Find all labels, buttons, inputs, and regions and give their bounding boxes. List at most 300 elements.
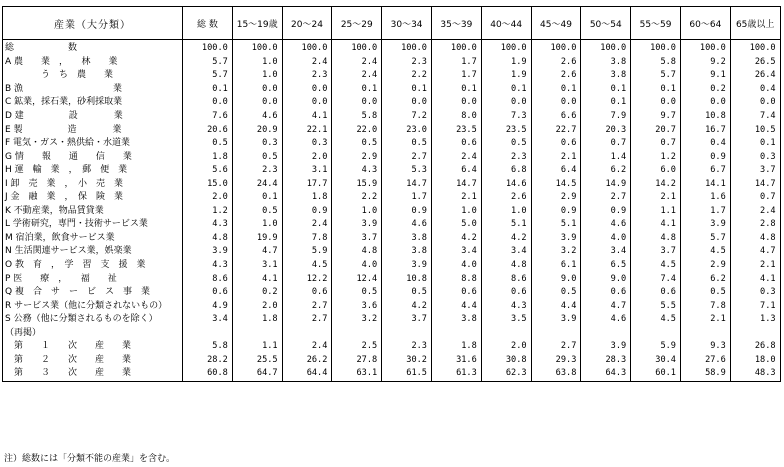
table-cell <box>332 326 382 340</box>
table-cell: 100.0 <box>232 40 282 56</box>
table-cell: 0.6 <box>481 286 531 300</box>
table-cell: 4.8 <box>730 232 780 246</box>
table-cell: 2.3 <box>382 56 432 70</box>
table-cell: 0.0 <box>631 96 681 110</box>
table-cell: 8.8 <box>431 272 481 286</box>
table-cell: 2.3 <box>382 340 432 354</box>
header-col-15-19: 15〜19歳 <box>232 7 282 40</box>
table-cell: 0.1 <box>431 83 481 97</box>
table-cell: 100.0 <box>332 40 382 56</box>
table-cell: 3.7 <box>382 313 432 327</box>
table-cell: 10.8 <box>382 272 432 286</box>
table-cell: 14.7 <box>431 177 481 191</box>
table-cell: 0.7 <box>631 137 681 151</box>
table-cell: 4.2 <box>481 232 531 246</box>
table-cell: 0.9 <box>531 205 581 219</box>
table-cell: 0.6 <box>631 286 681 300</box>
table-cell: 64.3 <box>581 367 631 381</box>
row-industry-name: O 教 育 ， 学 習 支 援 業 <box>3 259 183 273</box>
table-cell: 0.0 <box>680 96 730 110</box>
table-cell <box>232 326 282 340</box>
table-cell: 14.5 <box>531 177 581 191</box>
industry-age-table <box>2 6 781 382</box>
row-industry-name: C 鉱業，採石業，砂利採取業 <box>3 96 183 110</box>
table-cell: 4.3 <box>332 164 382 178</box>
table-cell: 100.0 <box>431 40 481 56</box>
table-cell: 1.0 <box>332 205 382 219</box>
table-cell: 1.7 <box>382 191 432 205</box>
table-cell: 24.4 <box>232 177 282 191</box>
table-cell: 0.6 <box>183 286 233 300</box>
table-cell <box>431 326 481 340</box>
header-row <box>3 7 781 40</box>
table-cell: 5.8 <box>631 56 681 70</box>
header-col-60-64: 60〜64 <box>680 7 730 40</box>
table-cell: 4.3 <box>183 218 233 232</box>
table-cell: 2.0 <box>232 299 282 313</box>
table-cell <box>531 326 581 340</box>
table-cell: 12.2 <box>282 272 332 286</box>
table-cell: 5.1 <box>481 218 531 232</box>
table-cell: 100.0 <box>183 40 233 56</box>
table-cell: 4.8 <box>183 232 233 246</box>
row-industry-name: J 金 融 業 ， 保 険 業 <box>3 191 183 205</box>
table-cell: 0.2 <box>680 83 730 97</box>
table-cell: 2.7 <box>282 313 332 327</box>
table-cell: 17.7 <box>282 177 332 191</box>
table-cell: 0.0 <box>232 83 282 97</box>
table-cell: 2.2 <box>332 191 382 205</box>
table-cell: 14.7 <box>382 177 432 191</box>
table-cell: 4.7 <box>730 245 780 259</box>
table-cell: 0.6 <box>431 137 481 151</box>
table-cell: 7.3 <box>481 110 531 124</box>
table-cell: 0.0 <box>332 96 382 110</box>
table-cell: 4.7 <box>232 245 282 259</box>
table-cell: 9.3 <box>680 340 730 354</box>
table-cell: 0.1 <box>183 83 233 97</box>
table-cell: 5.8 <box>332 110 382 124</box>
table-cell: 63.1 <box>332 367 382 381</box>
table-cell: 0.0 <box>382 96 432 110</box>
table-cell <box>581 326 631 340</box>
table-cell: 22.0 <box>332 123 382 137</box>
table-cell: 16.7 <box>680 123 730 137</box>
table-cell: 100.0 <box>531 40 581 56</box>
table-cell: 6.0 <box>631 164 681 178</box>
table-cell: 0.3 <box>730 150 780 164</box>
table-cell: 3.9 <box>531 232 581 246</box>
header-col-40-44: 40〜44 <box>481 7 531 40</box>
table-cell: 7.4 <box>631 272 681 286</box>
table-cell: 3.1 <box>282 164 332 178</box>
table-cell: 27.8 <box>332 354 382 368</box>
table-body <box>3 40 781 382</box>
table-row <box>3 191 781 205</box>
table-cell: 23.5 <box>481 123 531 137</box>
table-cell: 1.0 <box>232 56 282 70</box>
table-cell: 14.2 <box>631 177 681 191</box>
table-cell: 25.5 <box>232 354 282 368</box>
table-cell: 5.7 <box>183 69 233 83</box>
table-cell: 3.2 <box>332 313 382 327</box>
table-cell: 2.9 <box>680 259 730 273</box>
table-cell: 1.0 <box>431 205 481 219</box>
table-cell: 5.3 <box>382 164 432 178</box>
header-col-65-plus: 65歳以上 <box>730 7 780 40</box>
table-cell: 2.7 <box>282 299 332 313</box>
table-cell: 3.8 <box>431 313 481 327</box>
table-cell: 4.6 <box>232 110 282 124</box>
footnote: 注）総数には「分類不能の産業」を含む。 <box>4 454 176 464</box>
table-row <box>3 110 781 124</box>
table-cell: 14.9 <box>581 177 631 191</box>
table-cell: 6.1 <box>531 259 581 273</box>
table-cell: 4.4 <box>531 299 581 313</box>
table-cell: 2.9 <box>332 150 382 164</box>
table-cell: 2.2 <box>382 69 432 83</box>
table-cell: 23.5 <box>431 123 481 137</box>
table-cell: 15.9 <box>332 177 382 191</box>
header-col-25-29: 25〜29 <box>332 7 382 40</box>
table-cell: 0.7 <box>581 137 631 151</box>
table-cell: 9.0 <box>581 272 631 286</box>
table-cell: 1.0 <box>232 218 282 232</box>
table-cell: 2.4 <box>431 150 481 164</box>
table-cell: 0.6 <box>431 286 481 300</box>
table-row <box>3 83 781 97</box>
table-cell: 6.2 <box>680 272 730 286</box>
table-cell: 0.4 <box>680 137 730 151</box>
table-cell: 0.5 <box>183 137 233 151</box>
table-cell: 5.9 <box>631 340 681 354</box>
row-industry-name: （再掲） <box>3 326 183 340</box>
table-row <box>3 123 781 137</box>
table-cell: 3.9 <box>680 218 730 232</box>
table-cell: 5.9 <box>282 245 332 259</box>
table-cell: 1.3 <box>730 313 780 327</box>
table-cell: 5.1 <box>531 218 581 232</box>
table-cell: 2.0 <box>481 340 531 354</box>
header-col-55-59: 55〜59 <box>631 7 681 40</box>
table-cell: 2.1 <box>631 191 681 205</box>
table-cell: 3.7 <box>332 232 382 246</box>
table-row <box>3 272 781 286</box>
table-cell: 1.6 <box>680 191 730 205</box>
table-cell: 0.5 <box>382 137 432 151</box>
table-cell: 3.8 <box>382 232 432 246</box>
table-cell: 30.4 <box>631 354 681 368</box>
table-cell: 48.3 <box>730 367 780 381</box>
table-cell: 100.0 <box>730 40 780 56</box>
table-row <box>3 367 781 381</box>
table-cell: 0.7 <box>730 191 780 205</box>
table-cell: 3.4 <box>581 245 631 259</box>
table-cell: 0.1 <box>730 137 780 151</box>
row-industry-name: 第 ３ 次 産 業 <box>3 367 183 381</box>
table-row <box>3 96 781 110</box>
table-cell: 20.9 <box>232 123 282 137</box>
table-cell: 7.8 <box>680 299 730 313</box>
row-industry-name: E 製 造 業 <box>3 123 183 137</box>
table-cell: 7.9 <box>581 110 631 124</box>
header-col-total: 総 数 <box>183 7 233 40</box>
table-cell: 20.3 <box>581 123 631 137</box>
table-cell: 0.0 <box>431 96 481 110</box>
table-cell: 2.0 <box>282 150 332 164</box>
table-cell: 4.3 <box>481 299 531 313</box>
table-cell: 7.6 <box>183 110 233 124</box>
table-cell: 2.7 <box>531 340 581 354</box>
table-cell: 30.8 <box>481 354 531 368</box>
table-cell: 60.1 <box>631 367 681 381</box>
header-industry-label: 産業（大分類） <box>3 7 183 40</box>
header-col-45-49: 45〜49 <box>531 7 581 40</box>
table-cell: 4.8 <box>631 232 681 246</box>
table-cell: 5.7 <box>680 232 730 246</box>
table-cell: 2.1 <box>531 150 581 164</box>
table-cell: 5.7 <box>631 69 681 83</box>
table-cell: 28.3 <box>581 354 631 368</box>
row-industry-name: L 学術研究，専門・技術サービス業 <box>3 218 183 232</box>
table-cell: 1.7 <box>431 69 481 83</box>
table-cell: 2.7 <box>581 191 631 205</box>
table-cell: 4.1 <box>282 110 332 124</box>
table-cell: 6.5 <box>581 259 631 273</box>
table-cell: 14.7 <box>730 177 780 191</box>
table-cell: 4.5 <box>631 313 681 327</box>
row-industry-name: 第 ２ 次 産 業 <box>3 354 183 368</box>
table-cell: 100.0 <box>481 40 531 56</box>
table-cell: 14.6 <box>481 177 531 191</box>
table-cell: 4.7 <box>581 299 631 313</box>
table-cell: 6.2 <box>581 164 631 178</box>
table-cell <box>282 326 332 340</box>
table-cell: 2.3 <box>481 150 531 164</box>
table-cell: 3.9 <box>183 245 233 259</box>
table-cell: 2.3 <box>282 69 332 83</box>
table-row <box>3 164 781 178</box>
table-cell: 3.9 <box>332 218 382 232</box>
table-cell: 1.4 <box>581 150 631 164</box>
table-cell: 9.2 <box>680 56 730 70</box>
table-cell: 0.3 <box>232 137 282 151</box>
table-cell: 3.9 <box>581 340 631 354</box>
table-cell: 3.4 <box>183 313 233 327</box>
table-cell: 0.5 <box>680 286 730 300</box>
table-cell: 0.1 <box>481 83 531 97</box>
table-cell: 1.2 <box>183 205 233 219</box>
table-cell: 4.6 <box>382 218 432 232</box>
table-cell: 1.2 <box>631 150 681 164</box>
table-cell: 2.4 <box>282 340 332 354</box>
row-industry-name: R サービス業（他に分類されないもの） <box>3 299 183 313</box>
table-cell: 3.8 <box>581 56 631 70</box>
table-cell: 1.9 <box>481 56 531 70</box>
table-cell: 4.5 <box>282 259 332 273</box>
table-cell: 1.8 <box>183 150 233 164</box>
table-cell: 2.8 <box>730 218 780 232</box>
table-cell: 8.6 <box>481 272 531 286</box>
table-row <box>3 326 781 340</box>
table-cell: 0.0 <box>183 96 233 110</box>
table-cell: 19.9 <box>232 232 282 246</box>
table-cell: 9.1 <box>680 69 730 83</box>
table-cell: 100.0 <box>680 40 730 56</box>
table-cell: 20.6 <box>183 123 233 137</box>
table-cell: 6.6 <box>531 110 581 124</box>
table-cell: 5.7 <box>183 56 233 70</box>
table-cell: 0.0 <box>232 96 282 110</box>
table-cell: 28.2 <box>183 354 233 368</box>
table-row <box>3 340 781 354</box>
table-cell: 27.6 <box>680 354 730 368</box>
table-row <box>3 286 781 300</box>
header-col-20-24: 20〜24 <box>282 7 332 40</box>
table-cell: 2.4 <box>282 218 332 232</box>
table-cell: 64.7 <box>232 367 282 381</box>
row-industry-name: B 漁 業 <box>3 83 183 97</box>
table-cell: 0.5 <box>232 150 282 164</box>
table-cell: 0.0 <box>282 96 332 110</box>
table-cell: 15.0 <box>183 177 233 191</box>
table-cell: 23.0 <box>382 123 432 137</box>
row-industry-name: G 情 報 通 信 業 <box>3 150 183 164</box>
table-cell: 100.0 <box>631 40 681 56</box>
table-cell: 62.3 <box>481 367 531 381</box>
table-cell: 4.0 <box>581 232 631 246</box>
table-cell: 2.5 <box>332 340 382 354</box>
table-cell: 0.6 <box>581 286 631 300</box>
table-row <box>3 205 781 219</box>
table-row <box>3 354 781 368</box>
table-cell: 6.4 <box>431 164 481 178</box>
table-cell: 2.4 <box>282 56 332 70</box>
table-cell: 9.7 <box>631 110 681 124</box>
row-industry-name: P 医 療 ， 福 祉 <box>3 272 183 286</box>
table-cell: 0.5 <box>481 137 531 151</box>
table-cell: 26.4 <box>730 69 780 83</box>
table-cell: 60.8 <box>183 367 233 381</box>
table-cell: 4.8 <box>481 259 531 273</box>
table-cell: 5.6 <box>183 164 233 178</box>
table-row <box>3 177 781 191</box>
table-cell: 14.1 <box>680 177 730 191</box>
table-cell: 2.4 <box>332 56 382 70</box>
table-row <box>3 69 781 83</box>
table-cell: 2.1 <box>730 259 780 273</box>
table-cell: 0.9 <box>680 150 730 164</box>
table-cell: 2.6 <box>481 191 531 205</box>
row-industry-name: M 宿泊業，飲食サービス業 <box>3 232 183 246</box>
table-cell: 3.5 <box>481 313 531 327</box>
table-cell: 3.9 <box>531 313 581 327</box>
header-col-35-39: 35〜39 <box>431 7 481 40</box>
table-cell: 3.8 <box>382 245 432 259</box>
table-cell: 2.0 <box>183 191 233 205</box>
table-row <box>3 299 781 313</box>
table-row <box>3 232 781 246</box>
table-cell: 7.1 <box>730 299 780 313</box>
table-cell <box>183 326 233 340</box>
header-col-30-34: 30〜34 <box>382 7 432 40</box>
table-cell: 10.5 <box>730 123 780 137</box>
table-cell: 1.7 <box>431 56 481 70</box>
table-cell: 3.9 <box>382 259 432 273</box>
table-cell: 0.1 <box>581 96 631 110</box>
table-cell: 58.9 <box>680 367 730 381</box>
table-cell: 6.7 <box>680 164 730 178</box>
table-cell: 7.4 <box>730 110 780 124</box>
table-cell: 7.2 <box>382 110 432 124</box>
table-cell: 5.5 <box>631 299 681 313</box>
table-cell: 4.5 <box>631 259 681 273</box>
table-cell: 0.4 <box>730 83 780 97</box>
table-cell: 2.7 <box>382 150 432 164</box>
table-cell: 0.0 <box>730 96 780 110</box>
table-cell: 1.9 <box>481 69 531 83</box>
table-cell: 5.0 <box>431 218 481 232</box>
table-cell: 0.1 <box>631 83 681 97</box>
table-cell: 0.1 <box>232 191 282 205</box>
table-cell <box>481 326 531 340</box>
table-cell: 8.6 <box>183 272 233 286</box>
header-col-50-54: 50〜54 <box>581 7 631 40</box>
table-cell: 22.7 <box>531 123 581 137</box>
table-cell: 100.0 <box>282 40 332 56</box>
table-cell: 64.4 <box>282 367 332 381</box>
table-cell: 0.1 <box>332 83 382 97</box>
table-cell: 0.0 <box>531 96 581 110</box>
table-cell: 6.4 <box>531 164 581 178</box>
table-cell: 0.6 <box>282 286 332 300</box>
table-cell: 3.4 <box>431 245 481 259</box>
table-cell: 4.4 <box>431 299 481 313</box>
table-cell: 0.9 <box>581 205 631 219</box>
table-cell: 29.3 <box>531 354 581 368</box>
row-industry-name: N 生活関連サービス業，娯楽業 <box>3 245 183 259</box>
table-cell: 2.6 <box>531 69 581 83</box>
table-cell: 3.8 <box>581 69 631 83</box>
row-industry-name: A 農 業 ， 林 業 <box>3 56 183 70</box>
table-cell: 18.0 <box>730 354 780 368</box>
table-cell: 4.0 <box>431 259 481 273</box>
table-cell: 0.5 <box>382 286 432 300</box>
table-cell: 0.0 <box>481 96 531 110</box>
table-cell: 61.5 <box>382 367 432 381</box>
table-cell: 4.6 <box>581 218 631 232</box>
row-industry-name: Q 複 合 サ ー ビ ス 事 業 <box>3 286 183 300</box>
table-cell: 30.2 <box>382 354 432 368</box>
table-row <box>3 137 781 151</box>
table-cell: 1.0 <box>481 205 531 219</box>
table-cell: 2.3 <box>232 164 282 178</box>
table-cell: 4.6 <box>581 313 631 327</box>
table-cell: 7.8 <box>282 232 332 246</box>
row-industry-name: S 公務（他に分類されるものを除く） <box>3 313 183 327</box>
table-row <box>3 259 781 273</box>
row-industry-name: D 建 設 業 <box>3 110 183 124</box>
table-cell: 1.1 <box>631 205 681 219</box>
table-cell: 2.4 <box>332 69 382 83</box>
table-cell: 0.5 <box>232 205 282 219</box>
table-cell: 4.2 <box>431 232 481 246</box>
table-cell: 0.9 <box>382 205 432 219</box>
table-cell: 0.3 <box>730 286 780 300</box>
table-cell: 4.1 <box>232 272 282 286</box>
table-cell: 2.9 <box>531 191 581 205</box>
table-cell: 4.5 <box>680 245 730 259</box>
